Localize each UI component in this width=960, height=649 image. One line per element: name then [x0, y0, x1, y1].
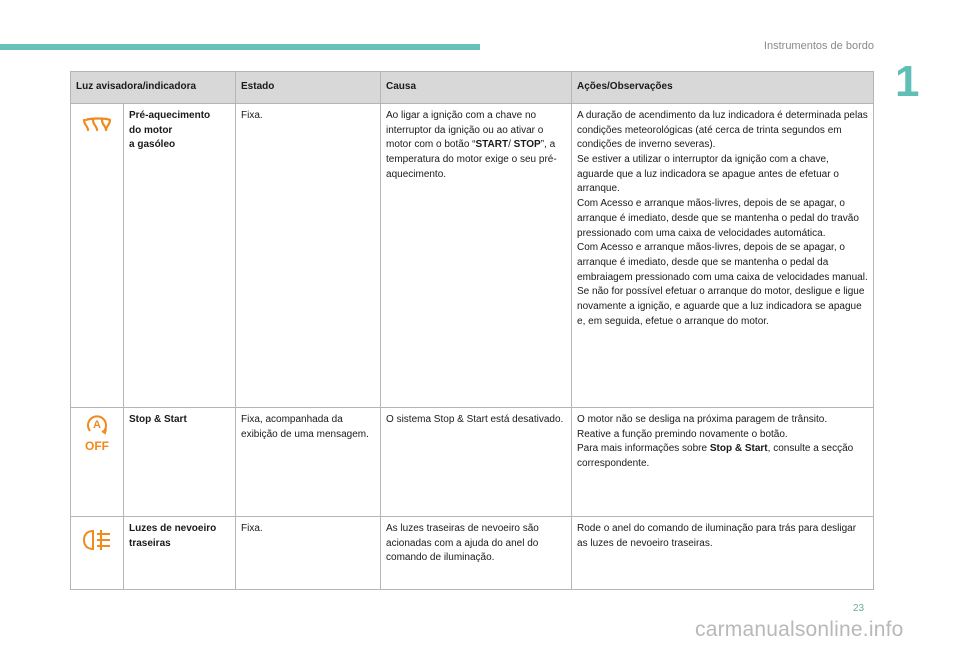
acoes-paragraph: [577, 442, 868, 471]
acoes-paragraph: Rode o anel do comando de iluminação para trás para desligar as luzes de nevoeiro traseiras.: [577, 523, 857, 549]
header-acoes: Ações/Observações: [572, 72, 874, 104]
acoes-text: Para mais informações sobre: [577, 443, 710, 455]
light-name-line: traseiras: [129, 537, 171, 549]
stop-start-letter: A: [93, 419, 101, 431]
light-name-line: a gasóleo: [129, 139, 176, 151]
header-light: Luz avisadora/indicadora: [71, 72, 236, 104]
acoes-paragraph: Reative a função premindo novamente o botão.: [577, 428, 788, 440]
acoes-paragraph: O motor não se desliga na próxima paragem de trânsito.: [577, 414, 828, 425]
stop-start-off-icon: [71, 414, 123, 454]
light-name-line: Luzes de nevoeiro: [129, 523, 217, 534]
acoes-paragraph: A duração de acendimento da luz indicadora é determinada pelas condições meteorológicas (até cerca de trinta segundos em condições de inverno severas).: [577, 110, 868, 151]
stop-label: STOP: [513, 139, 541, 151]
light-name: [129, 522, 230, 551]
warning-lights-table: [70, 71, 874, 590]
light-name-cell: [124, 517, 236, 590]
acoes-paragraph: Se estiver a utilizar o interruptor da ignição com a chave, aguarde que a luz indicadora se apague antes de efetuar o arranque.: [577, 154, 839, 195]
glow-plug-icon: [71, 110, 123, 144]
acoes-cell: [572, 104, 874, 408]
causa-text: ”, a temperatura do motor exige o seu pré-aquecimento.: [386, 139, 557, 180]
table-header-row: [71, 72, 874, 104]
acoes-paragraph: Com Acesso e arranque mãos-livres, depois de se apagar, o arranque é imediato, desde que se mantenha o pedal do travão pressionado com uma caixa de velocidades automática.: [577, 198, 859, 239]
stop-start-ref: Stop & Start: [709, 443, 768, 455]
light-name-line: Pré-aquecimento: [129, 110, 211, 121]
causa-text: Ao ligar a ignição com a chave no interruptor da ignição ou ao ativar o motor com o botão “: [386, 110, 544, 151]
estado-cell: Fixa, acompanhada da exibição de uma mensagem.: [236, 408, 381, 517]
causa-cell: As luzes traseiras de nevoeiro são acionadas com a ajuda do anel do comando de iluminação.: [381, 517, 572, 590]
chapter-number: 1: [895, 57, 920, 106]
page-number: 23: [853, 603, 865, 614]
table-row: [71, 517, 874, 590]
watermark: carmanualsonline.info: [695, 618, 904, 641]
causa-cell: O sistema Stop & Start está desativado.: [381, 408, 572, 517]
light-name: Stop & Start: [129, 414, 187, 425]
rear-fog-lamp-icon: [71, 523, 123, 557]
light-name-line: do motor: [129, 124, 173, 136]
light-name: [129, 109, 230, 153]
icon-cell: [71, 517, 124, 590]
header-accent-bar: [0, 44, 480, 50]
section-title: Instrumentos de bordo: [763, 40, 874, 52]
acoes-text: , consulte a secção correspondente.: [577, 443, 854, 470]
off-label: OFF: [85, 439, 109, 453]
causa-text: /: [508, 139, 514, 151]
acoes-paragraph: Com Acesso e arranque mãos-livres, depois de se apagar, o arranque é imediato, desde que se mantenha o pedal da embraiagem pressionado com uma caixa de velocidades manual.: [577, 242, 868, 283]
estado-cell: Fixa.: [236, 104, 381, 408]
acoes-cell: [572, 408, 874, 517]
header-estado: Estado: [236, 72, 381, 104]
icon-cell: [71, 104, 124, 408]
table-row: [71, 104, 874, 408]
light-name-cell: [124, 408, 236, 517]
causa-cell: [381, 104, 572, 408]
estado-cell: Fixa.: [236, 517, 381, 590]
table-row: [71, 408, 874, 517]
header-causa: Causa: [381, 72, 572, 104]
light-name-cell: [124, 104, 236, 408]
icon-cell: [71, 408, 124, 517]
acoes-cell: [572, 517, 874, 590]
start-label: START: [475, 139, 509, 151]
acoes-paragraph: Se não for possível efetuar o arranque do motor, desligue e ligue novamente a ignição, e aguarde que a luz indicadora se apague e, em seguida, efetue o arranque do motor.: [577, 286, 865, 327]
